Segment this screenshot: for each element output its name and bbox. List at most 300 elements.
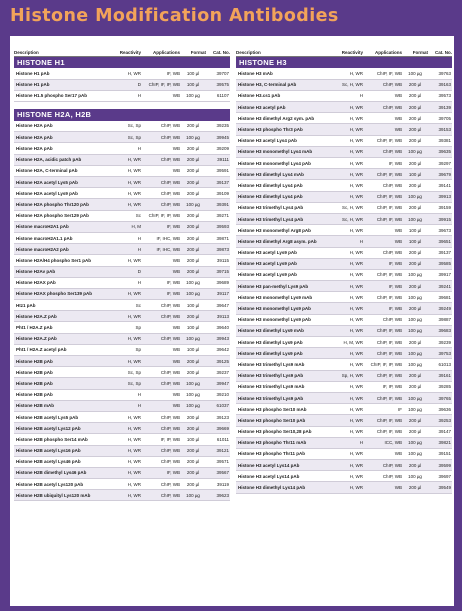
- section-title: HISTONE H1: [14, 56, 230, 68]
- cell-applications: IF, IP, WB: [141, 434, 180, 445]
- cell-cat-no: 39285: [428, 381, 452, 392]
- table-row: [236, 180, 452, 191]
- cell-format: 200 µl: [402, 124, 428, 135]
- cell-applications: ChIP, IF, WB: [363, 337, 402, 348]
- cell-description: Histone H2AX pAb: [14, 277, 114, 288]
- cell-applications: ChIP, IF, IP, WB: [141, 210, 180, 221]
- cell-format: 200 µl: [402, 381, 428, 392]
- table-row: [236, 292, 452, 303]
- cell-cat-no: 61011: [206, 434, 230, 445]
- cell-applications: WB: [141, 90, 180, 101]
- cell-format: 200 µl: [180, 367, 206, 378]
- section-gap: [14, 102, 230, 109]
- cell-applications: ChIP, IF, WB: [363, 415, 402, 426]
- cell-format: 100 µg: [402, 146, 428, 157]
- cell-description: Histone macroH2A2 pAb: [14, 244, 114, 255]
- cell-applications: ChIP, WB: [363, 146, 402, 157]
- table-header-row: [236, 46, 452, 56]
- cell-cat-no: 39642: [206, 344, 230, 355]
- header-cat-no: Cat. No.: [206, 46, 230, 56]
- cell-cat-no: 39697: [428, 471, 452, 482]
- cell-reactivity: Sc, H, WR: [336, 202, 363, 213]
- cell-description: Histone H2A phospho Ser129 pAb: [14, 210, 114, 221]
- cell-cat-no: 39765: [428, 392, 452, 403]
- cell-format: 200 µl: [402, 158, 428, 169]
- cell-applications: ChIP, WB: [363, 314, 402, 325]
- cell-description: Histone H2B pAb: [14, 356, 114, 367]
- cell-reactivity: H: [114, 232, 141, 243]
- cell-format: 200 µl: [402, 303, 428, 314]
- cell-format: 200 µl: [180, 411, 206, 422]
- cell-format: 200 µl: [180, 143, 206, 154]
- cell-reactivity: H, WR: [114, 467, 141, 478]
- cell-format: 200 µl: [402, 247, 428, 258]
- table-row: [14, 244, 230, 255]
- table-row: [236, 68, 452, 79]
- cell-format: 100 µg: [180, 90, 206, 101]
- table-row: [236, 79, 452, 90]
- cell-reactivity: H: [114, 400, 141, 411]
- cell-description: Histone H3 acetyl Lys4 pAb: [236, 135, 336, 146]
- table-row: [14, 221, 230, 232]
- cell-format: 100 µg: [402, 269, 428, 280]
- cell-applications: IF, WB: [363, 281, 402, 292]
- cell-cat-no: 39271: [206, 210, 230, 221]
- cell-applications: WB: [141, 344, 180, 355]
- table-row: [14, 467, 230, 478]
- cell-cat-no: 39705: [428, 113, 452, 124]
- table-row: [14, 68, 230, 79]
- cell-description: Histone H3 trimethyl Lys9 mAb: [236, 359, 336, 370]
- cell-applications: ChIP, WB: [141, 378, 180, 389]
- cell-applications: ChIP, IF, WB: [363, 325, 402, 336]
- table-row: [236, 90, 452, 101]
- cell-description: Histone H3 dimethyl Lys9 mAb: [236, 325, 336, 336]
- cell-cat-no: 39913: [428, 191, 452, 202]
- table-row: [14, 344, 230, 355]
- cell-reactivity: Sp, H, WR: [336, 370, 363, 381]
- cell-applications: ChIP, WB: [141, 199, 180, 210]
- cell-format: 100 µl: [180, 322, 206, 333]
- cell-applications: ChIP, WB: [363, 102, 402, 113]
- table-row: [14, 333, 230, 344]
- cell-description: Histone H3 phospho Ser10,28 pAb: [236, 426, 336, 437]
- header-reactivity: Reactivity: [114, 46, 141, 56]
- table-row: [236, 415, 452, 426]
- cell-reactivity: H, WR: [336, 348, 363, 359]
- cell-description: Histone H3 trimethyl Lys4 pAb: [236, 202, 336, 213]
- cell-reactivity: H, WR: [114, 288, 141, 299]
- cell-reactivity: H, WR: [336, 124, 363, 135]
- cell-reactivity: D: [114, 79, 141, 90]
- cell-description: Histone H3.cs1 pAb: [236, 90, 336, 101]
- cell-applications: WB: [141, 322, 180, 333]
- cell-description: Histone H2A pAb: [14, 121, 114, 132]
- table-row: [14, 456, 230, 467]
- cell-cat-no: 39159: [428, 202, 452, 213]
- cell-applications: WB: [141, 356, 180, 367]
- table-row: [236, 325, 452, 336]
- cell-reactivity: H: [114, 143, 141, 154]
- cell-description: Histone H2B phospho Ser14 mAb: [14, 434, 114, 445]
- cell-reactivity: H, WR: [114, 177, 141, 188]
- cell-applications: ChIP, IF, WB: [363, 392, 402, 403]
- cell-applications: ChIP, IF, WB: [363, 191, 402, 202]
- cell-reactivity: H, WR: [336, 303, 363, 314]
- cell-cat-no: 39161: [428, 370, 452, 381]
- cell-cat-no: 39707: [206, 68, 230, 79]
- left-column: [14, 46, 230, 606]
- cell-cat-no: 39567: [206, 467, 230, 478]
- cell-reactivity: Sc, Sp: [114, 378, 141, 389]
- cell-cat-no: 39391: [206, 199, 230, 210]
- table-row: [14, 132, 230, 143]
- cell-description: Histone H1.5 phospho Ser17 pAb: [14, 90, 114, 101]
- cell-reactivity: H, WR: [336, 392, 363, 403]
- cell-reactivity: Sc, Sp: [114, 132, 141, 143]
- cell-reactivity: H, WR: [336, 102, 363, 113]
- table-row: [14, 356, 230, 367]
- cell-reactivity: Sc: [114, 210, 141, 221]
- cell-reactivity: Sc, H, WR: [336, 79, 363, 90]
- table-row: [14, 121, 230, 132]
- cell-cat-no: 39887: [428, 314, 452, 325]
- cell-reactivity: H, WR: [336, 314, 363, 325]
- cell-applications: ChIP, IF, WB: [363, 292, 402, 303]
- cell-reactivity: Sc, Sp: [114, 367, 141, 378]
- cell-cat-no: 39575: [206, 79, 230, 90]
- cell-description: Histone H2B pAb: [14, 389, 114, 400]
- left-table: [14, 46, 230, 501]
- table-row: [236, 124, 452, 135]
- cell-format: 200 µl: [180, 188, 206, 199]
- table-row: [236, 426, 452, 437]
- cell-cat-no: 39239: [428, 337, 452, 348]
- cell-cat-no: 39715: [206, 266, 230, 277]
- section-header: [14, 109, 230, 121]
- cell-description: Histone H2A.Z pAb: [14, 311, 114, 322]
- table-row: [14, 367, 230, 378]
- cell-description: Histone H3 trimethyl Lys4 pAb: [236, 213, 336, 224]
- cell-description: Histone H3 dimethyl Lys4 pAb: [236, 191, 336, 202]
- cell-description: Histone H2A, C-terminal pAb: [14, 165, 114, 176]
- cell-applications: WB: [363, 225, 402, 236]
- table-row: [236, 482, 452, 493]
- cell-cat-no: 61013: [428, 359, 452, 370]
- table-row: [14, 90, 230, 101]
- header-reactivity: Reactivity: [336, 46, 363, 56]
- cell-description: Histone H3 monomethyl Lys9 mAb: [236, 292, 336, 303]
- cell-applications: ChIP, IF, IP, WB: [363, 359, 402, 370]
- cell-applications: WB: [141, 389, 180, 400]
- cell-cat-no: 39381: [428, 135, 452, 146]
- cell-description: Histone H3 dimethyl Lys14 pAb: [236, 482, 336, 493]
- cell-reactivity: H, WR: [336, 448, 363, 459]
- cell-reactivity: Sc, Sp: [114, 121, 141, 132]
- cell-description: Histone H3 trimethyl Lys9 pAb: [236, 392, 336, 403]
- cell-description: Histone H3 monomethyl Lys9 pAb: [236, 303, 336, 314]
- cell-format: 200 µl: [180, 423, 206, 434]
- cell-format: 100 µg: [402, 325, 428, 336]
- cell-cat-no: 39253: [428, 415, 452, 426]
- table-row: [14, 255, 230, 266]
- cell-description: Histone H2A acetyl Lys5 pAb: [14, 177, 114, 188]
- cell-reactivity: H, WR: [336, 404, 363, 415]
- cell-applications: ChIP, WB: [141, 423, 180, 434]
- cell-description: Histone H3 dimethyl Arg8 asym. pAb: [236, 236, 336, 247]
- cell-format: 100 µg: [180, 389, 206, 400]
- cell-description: Histone H2B acetyl Lys16 pAb: [14, 445, 114, 456]
- cell-description: Histone H3 phospho Ser10 pAb: [236, 415, 336, 426]
- cell-cat-no: 61037: [206, 400, 230, 411]
- cell-reactivity: H, WR: [336, 258, 363, 269]
- cell-format: 100 µl: [402, 236, 428, 247]
- cell-applications: ChIP, WB: [363, 460, 402, 471]
- cell-applications: ChIP, WB: [141, 154, 180, 165]
- cell-cat-no: 39599: [428, 460, 452, 471]
- cell-cat-no: 39137: [428, 247, 452, 258]
- cell-description: Histone H2B ubiquityl Lys120 mAb: [14, 490, 114, 501]
- cell-applications: WB: [141, 400, 180, 411]
- cell-format: 100 µg: [180, 199, 206, 210]
- cell-description: Histone H3 acetyl Lys14 pAb: [236, 460, 336, 471]
- cell-description: Histone H1 pAb: [14, 79, 114, 90]
- header-format: Format: [180, 46, 206, 56]
- cell-cat-no: 39679: [428, 169, 452, 180]
- cell-description: Histone H2B pAb: [14, 378, 114, 389]
- cell-format: 200 µl: [402, 79, 428, 90]
- cell-format: 100 µg: [402, 314, 428, 325]
- cell-description: Histone H3 acetyl pAb: [236, 102, 336, 113]
- cell-applications: ChIP, WB: [141, 311, 180, 322]
- cell-reactivity: H, M: [114, 221, 141, 232]
- cell-applications: ICC, WB: [363, 437, 402, 448]
- cell-format: 200 µl: [402, 135, 428, 146]
- cell-reactivity: H, WR: [114, 333, 141, 344]
- cell-format: 200 µl: [180, 311, 206, 322]
- cell-description: Histone H3 trimethyl Lys9 mAb: [236, 381, 336, 392]
- table-row: [14, 199, 230, 210]
- table-row: [236, 471, 452, 482]
- cell-format: 200 µl: [180, 232, 206, 243]
- cell-applications: WB: [363, 448, 402, 459]
- cell-format: 200 µl: [402, 281, 428, 292]
- table-row: [236, 113, 452, 124]
- cell-applications: ChIP, WB: [141, 456, 180, 467]
- table-row: [236, 460, 452, 471]
- cell-cat-no: 39137: [206, 177, 230, 188]
- cell-cat-no: 39115: [206, 255, 230, 266]
- cell-format: 200 µl: [180, 266, 206, 277]
- cell-description: Histone H2B acetyl Lys120 pAb: [14, 479, 114, 490]
- cell-cat-no: 39571: [206, 456, 230, 467]
- cell-format: 100 µl: [180, 79, 206, 90]
- table-row: [236, 337, 452, 348]
- cell-applications: ChIP, IF, WB: [363, 169, 402, 180]
- cell-cat-no: 39689: [206, 277, 230, 288]
- cell-applications: IF, WB: [141, 467, 180, 478]
- cell-description: Histone H2B pAb: [14, 367, 114, 378]
- cell-reactivity: H, WR: [336, 113, 363, 124]
- cell-applications: ChIP, WB: [141, 177, 180, 188]
- table-row: [14, 479, 230, 490]
- cell-applications: ChIP, WB: [141, 367, 180, 378]
- cell-description: Histone H2A.Z pAb: [14, 333, 114, 344]
- cell-cat-no: 39585: [428, 258, 452, 269]
- cell-cat-no: 39241: [428, 281, 452, 292]
- cell-description: Histone H2A/H4 phospho Ser1 pAb: [14, 255, 114, 266]
- cell-description: Histone H1 pAb: [14, 68, 114, 79]
- cell-applications: ChIP, WB: [363, 79, 402, 90]
- cell-cat-no: 39871: [206, 232, 230, 243]
- cell-applications: WB: [363, 90, 402, 101]
- cell-cat-no: 39651: [428, 236, 452, 247]
- cell-cat-no: 39297: [428, 158, 452, 169]
- cell-reactivity: D: [114, 266, 141, 277]
- cell-cat-no: 39139: [428, 102, 452, 113]
- cell-description: Histone H3 mAb: [236, 68, 336, 79]
- cell-reactivity: H, WR: [336, 292, 363, 303]
- cell-format: 200 µl: [402, 370, 428, 381]
- cell-reactivity: H, WR: [114, 311, 141, 322]
- cell-description: Histone H2B acetyl Lys12 pAb: [14, 423, 114, 434]
- cell-reactivity: H, WR: [336, 146, 363, 157]
- cell-reactivity: H, WR: [114, 456, 141, 467]
- cell-applications: ChIP, WB: [141, 132, 180, 143]
- cell-applications: IF, WB: [363, 258, 402, 269]
- table-row: [14, 423, 230, 434]
- cell-applications: IF: [363, 404, 402, 415]
- cell-format: 200 µl: [180, 456, 206, 467]
- cell-reactivity: H, WR: [114, 479, 141, 490]
- right-column: [236, 46, 452, 606]
- cell-format: 100 µg: [402, 437, 428, 448]
- cell-format: 200 µl: [180, 210, 206, 221]
- table-row: [236, 392, 452, 403]
- cell-reactivity: H, WR: [336, 325, 363, 336]
- cell-applications: ChIP, WB: [141, 121, 180, 132]
- cell-format: 100 µg: [402, 348, 428, 359]
- cell-format: 200 µl: [180, 244, 206, 255]
- cell-description: Histone H3 pan-methyl Lys9 pAb: [236, 281, 336, 292]
- table-row: [14, 400, 230, 411]
- cell-cat-no: 39947: [206, 378, 230, 389]
- cell-cat-no: 39593: [206, 221, 230, 232]
- cell-format: 100 µg: [402, 68, 428, 79]
- table-row: [236, 213, 452, 224]
- table-row: [236, 191, 452, 202]
- table-row: [236, 404, 452, 415]
- header-description: Description: [236, 46, 336, 56]
- cell-description: Histone H3 dimethyl Lys9 pAb: [236, 337, 336, 348]
- cell-reactivity: H, WR: [336, 180, 363, 191]
- cell-reactivity: H, WR: [114, 423, 141, 434]
- cell-applications: IF, WB: [141, 68, 180, 79]
- table-row: [236, 381, 452, 392]
- cell-format: 100 µg: [402, 213, 428, 224]
- cell-description: Histone macroH2A1.1 pAb: [14, 232, 114, 243]
- cell-format: 200 µl: [180, 467, 206, 478]
- table-row: [236, 146, 452, 157]
- cell-format: 200 µl: [402, 460, 428, 471]
- cell-reactivity: H, WR: [336, 191, 363, 202]
- table-row: [14, 154, 230, 165]
- cell-cat-no: 39111: [206, 154, 230, 165]
- cell-applications: ChIP, WB: [141, 479, 180, 490]
- cell-format: 200 µl: [402, 482, 428, 493]
- cell-applications: ChIP, WB: [363, 180, 402, 191]
- cell-description: Histone H2B mAb: [14, 400, 114, 411]
- cell-description: Histone H3 phospho Thr11 pAb: [236, 448, 336, 459]
- cell-reactivity: H, WR: [114, 255, 141, 266]
- cell-applications: WB: [363, 236, 402, 247]
- cell-format: 100 µg: [402, 448, 428, 459]
- cell-cat-no: 39821: [428, 437, 452, 448]
- cell-reactivity: H, WR: [336, 381, 363, 392]
- table-row: [236, 202, 452, 213]
- cell-reactivity: H, WR: [114, 411, 141, 422]
- cell-format: 100 µg: [180, 132, 206, 143]
- table-row: [14, 300, 230, 311]
- cell-cat-no: 39873: [206, 244, 230, 255]
- cell-applications: WB: [363, 482, 402, 493]
- cell-cat-no: 39121: [206, 445, 230, 456]
- cell-cat-no: 39623: [206, 490, 230, 501]
- cell-applications: ChIP, WB: [141, 300, 180, 311]
- cell-description: Histone H3 phospho Ser10 mAb: [236, 404, 336, 415]
- left-table-body: [14, 56, 230, 501]
- table-row: [236, 437, 452, 448]
- cell-reactivity: H, WR: [114, 68, 141, 79]
- table-row: [236, 236, 452, 247]
- cell-cat-no: 39673: [428, 225, 452, 236]
- cell-applications: WB: [363, 113, 402, 124]
- cell-applications: WB: [141, 255, 180, 266]
- header-applications: Applications: [141, 46, 180, 56]
- cell-description: Histone H3, C-terminal pAb: [236, 79, 336, 90]
- cell-applications: ChIP, IF, WB: [363, 68, 402, 79]
- cell-description: Pht1 / H2A.Z pAb: [14, 322, 114, 333]
- cell-cat-no: 39209: [206, 143, 230, 154]
- cell-reactivity: H, WR: [336, 169, 363, 180]
- cell-reactivity: H, WR: [336, 415, 363, 426]
- cell-format: 200 µl: [402, 113, 428, 124]
- table-row: [14, 378, 230, 389]
- cell-cat-no: 39669: [206, 423, 230, 434]
- cell-format: 200 µl: [402, 202, 428, 213]
- cell-cat-no: 39753: [428, 348, 452, 359]
- table-header-row: [14, 46, 230, 56]
- table-row: [14, 389, 230, 400]
- cell-reactivity: H, WR: [336, 158, 363, 169]
- cell-reactivity: H: [336, 437, 363, 448]
- cell-applications: ChIP, IF, WB: [363, 135, 402, 146]
- cell-applications: ChIP, WB: [141, 445, 180, 456]
- cell-description: Histone H2A, acidic patch pAb: [14, 154, 114, 165]
- table-row: [14, 311, 230, 322]
- cell-reactivity: H, WR: [336, 269, 363, 280]
- cell-reactivity: H: [114, 244, 141, 255]
- cell-reactivity: H, WR: [114, 490, 141, 501]
- cell-cat-no: 39113: [206, 311, 230, 322]
- table-row: [236, 169, 452, 180]
- cell-cat-no: 39943: [206, 333, 230, 344]
- cell-cat-no: 39647: [206, 300, 230, 311]
- table-row: [236, 225, 452, 236]
- cell-description: Histone H3 dimethyl Lys9 pAb: [236, 348, 336, 359]
- cell-applications: ChIP, WB: [141, 333, 180, 344]
- cell-description: Histone H3 acetyl Lys9 pAb: [236, 258, 336, 269]
